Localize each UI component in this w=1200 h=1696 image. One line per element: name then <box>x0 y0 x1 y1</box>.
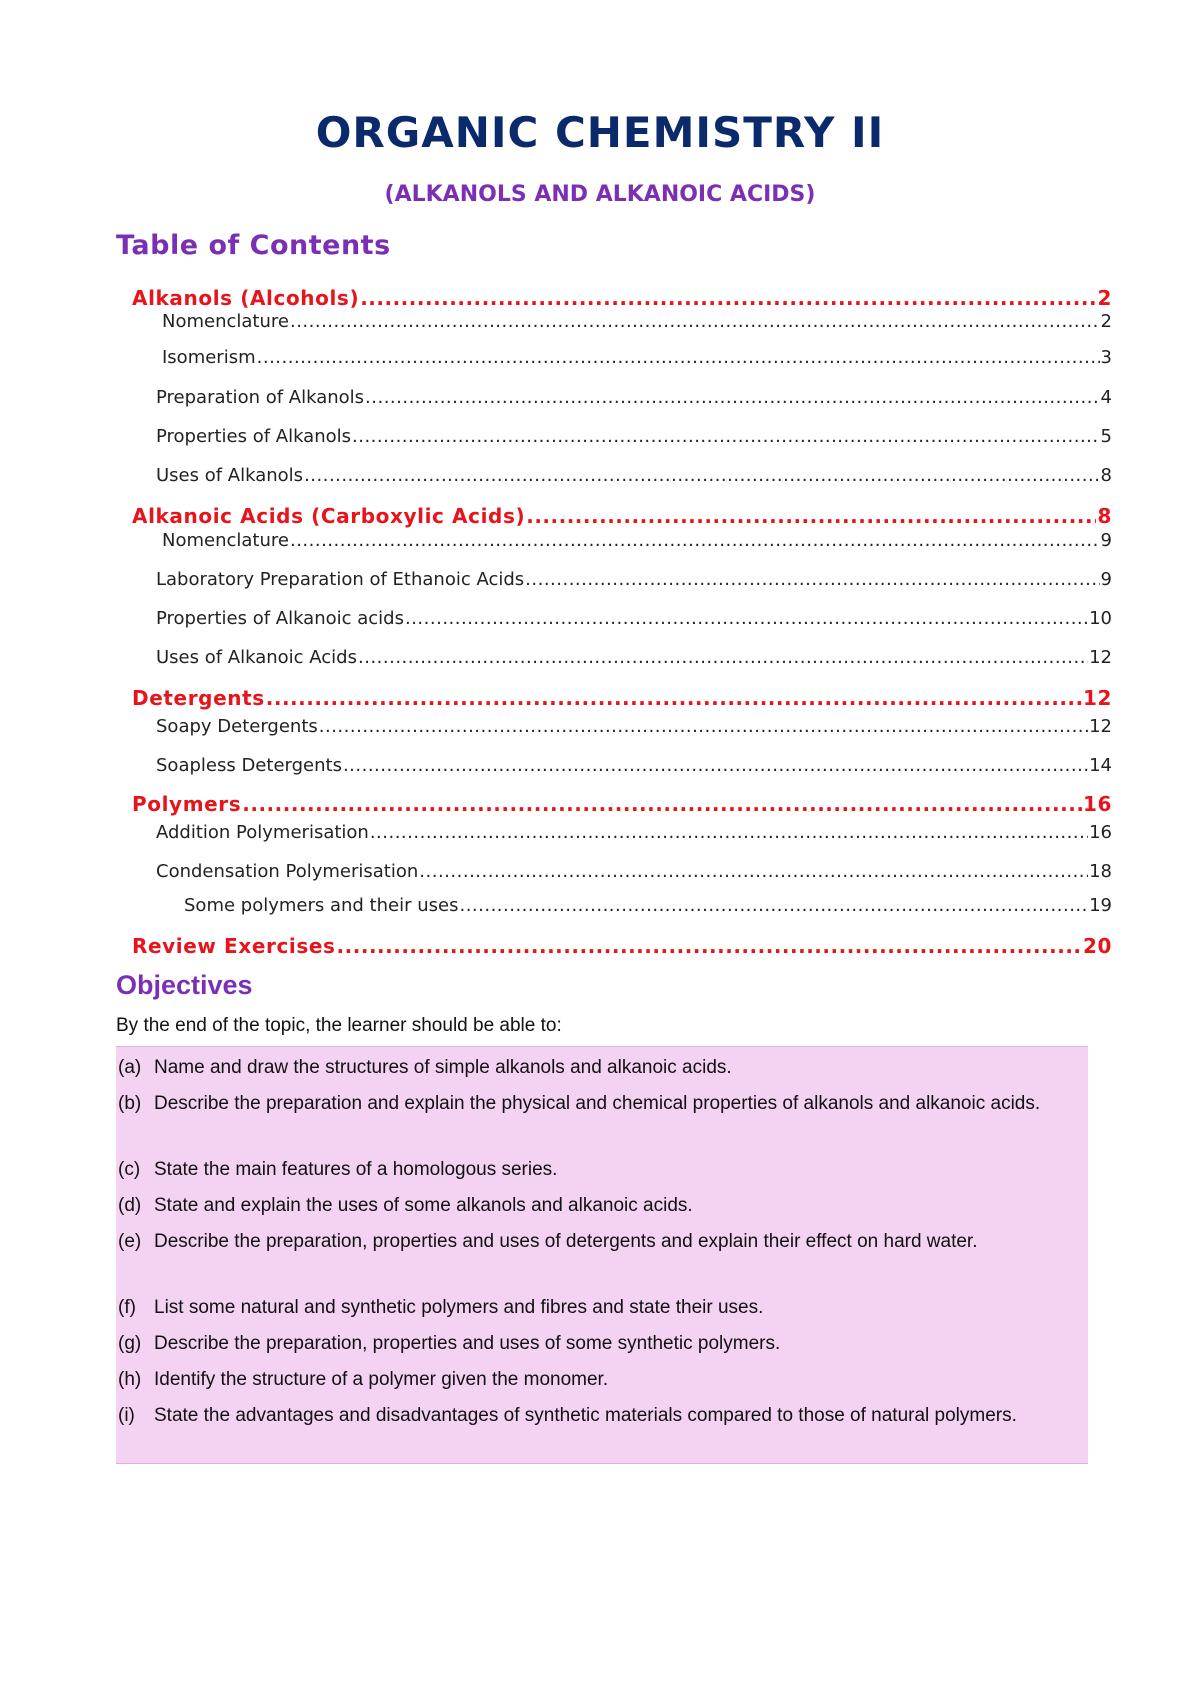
toc-entry-page: 5 <box>1100 426 1112 447</box>
toc-entry-nomenclature[interactable] <box>162 311 1112 332</box>
toc-entry-title: Polymers <box>132 792 242 816</box>
document-title: ORGANIC CHEMISTRY II <box>315 108 885 157</box>
toc-entry-title: Alkanols (Alcohols) <box>132 286 360 310</box>
toc-entry-page: 16 <box>1089 822 1112 843</box>
objective-item <box>116 1155 1088 1184</box>
toc-entry-soapy-detergents[interactable] <box>156 716 1112 737</box>
toc-entry-properties-alkanols[interactable] <box>156 426 1112 447</box>
toc-leader-dots <box>304 465 1099 486</box>
objective-label: (e) <box>118 1231 142 1252</box>
objective-item <box>116 1401 1088 1430</box>
toc-leader-dots <box>337 934 1082 958</box>
toc-leader-dots <box>419 861 1088 882</box>
toc-entry-title: Review Exercises <box>132 934 336 958</box>
objective-text: Describe the preparation, properties and uses of detergents and explain their effect on hard water. <box>154 1231 978 1252</box>
toc-entry-preparation-alkanols[interactable] <box>156 387 1112 408</box>
toc-entry-page: 16 <box>1082 792 1112 816</box>
objective-label: (h) <box>118 1369 142 1390</box>
toc-entry-page: 9 <box>1100 569 1112 590</box>
toc-entry-page: 8 <box>1097 504 1112 528</box>
objective-item <box>116 1191 1088 1220</box>
objective-item <box>116 1329 1088 1358</box>
toc-entry-page: 18 <box>1089 861 1112 882</box>
toc-entry-some-polymers-uses[interactable] <box>184 895 1112 916</box>
toc-entry-alkanoic-acids[interactable] <box>132 504 1112 528</box>
toc-leader-dots <box>459 895 1088 916</box>
toc-entry-page: 8 <box>1100 465 1112 486</box>
objective-text: Identify the structure of a polymer given the monomer. <box>154 1369 609 1390</box>
toc-entry-lab-preparation-ethanoic[interactable] <box>156 569 1112 590</box>
toc-entry-page: 4 <box>1100 387 1112 408</box>
toc-entry-title: Alkanoic Acids (Carboxylic Acids) <box>132 504 526 528</box>
toc-leader-dots <box>370 822 1088 843</box>
toc-leader-dots <box>358 647 1088 668</box>
toc-entry-uses-alkanols[interactable] <box>156 465 1112 486</box>
toc-leader-dots <box>526 504 1096 528</box>
toc-leader-dots <box>365 387 1100 408</box>
toc-entry-page: 3 <box>1100 347 1112 368</box>
toc-leader-dots <box>352 426 1100 447</box>
objective-text: State the advantages and disadvantages of synthetic materials compared to those of natural polymers. <box>154 1405 1017 1426</box>
toc-entry-page: 14 <box>1089 755 1112 776</box>
toc-leader-dots <box>257 347 1100 368</box>
toc-leader-dots <box>360 286 1096 310</box>
toc-entry-addition-polymerisation[interactable] <box>156 822 1112 843</box>
toc-entry-page: 2 <box>1100 311 1112 332</box>
toc-leader-dots <box>290 311 1100 332</box>
toc-entry-title: Soapless Detergents <box>156 755 342 776</box>
objective-item <box>116 1053 1088 1082</box>
toc-leader-dots <box>405 608 1088 629</box>
toc-entry-page: 19 <box>1089 895 1112 916</box>
toc-leader-dots <box>290 530 1100 551</box>
objective-label: (i) <box>118 1405 135 1426</box>
toc-entry-title: Uses of Alkanols <box>156 465 304 486</box>
objective-label: (a) <box>118 1057 142 1078</box>
toc-entry-title: Detergents <box>132 686 265 710</box>
toc-entry-title: Preparation of Alkanols <box>156 387 365 408</box>
objective-text: Name and draw the structures of simple alkanols and alkanoic acids. <box>154 1057 732 1078</box>
toc-entry-page: 20 <box>1082 934 1112 958</box>
objective-label: (g) <box>118 1333 142 1354</box>
toc-entry-title: Uses of Alkanoic Acids <box>156 647 357 668</box>
objective-item <box>116 1365 1088 1394</box>
objective-label: (c) <box>118 1159 141 1180</box>
objectives-heading: Objectives <box>116 970 253 1000</box>
toc-entry-title: Some polymers and their uses <box>184 895 459 916</box>
toc-entry-title: Nomenclature <box>162 311 289 332</box>
toc-entry-review-exercises[interactable] <box>132 934 1112 958</box>
toc-entry-detergents[interactable] <box>132 686 1112 710</box>
toc-entry-page: 10 <box>1089 608 1112 629</box>
toc-entry-soapless-detergents[interactable] <box>156 755 1112 776</box>
toc-heading: Table of Contents <box>116 230 391 261</box>
objective-label: (f) <box>118 1297 136 1318</box>
toc-entry-title: Properties of Alkanoic acids <box>156 608 404 629</box>
toc-entry-title: Soapy Detergents <box>156 716 318 737</box>
toc-entry-title: Isomerism <box>162 347 256 368</box>
objective-text: Describe the preparation and explain the physical and chemical properties of alkanols and alkanoic acids. <box>154 1093 1041 1114</box>
toc-entry-uses-acids[interactable] <box>156 647 1112 668</box>
toc-entry-title: Properties of Alkanols <box>156 426 352 447</box>
toc-entry-condensation-polymerisation[interactable] <box>156 861 1112 882</box>
toc-entry-properties-acids[interactable] <box>156 608 1112 629</box>
objective-item <box>116 1227 1088 1256</box>
toc-leader-dots <box>343 755 1088 776</box>
document-subtitle: (ALKANOLS AND ALKANOIC ACIDS) <box>384 182 816 207</box>
objective-item <box>116 1293 1088 1322</box>
toc-entry-nomenclature-acids[interactable] <box>162 530 1112 551</box>
toc-entry-page: 2 <box>1097 286 1112 310</box>
toc-leader-dots <box>525 569 1099 590</box>
objective-item <box>116 1089 1088 1118</box>
objective-text: State and explain the uses of some alkanols and alkanoic acids. <box>154 1195 693 1216</box>
toc-entry-alkanols[interactable] <box>132 286 1112 310</box>
toc-leader-dots <box>242 792 1082 816</box>
objective-text: State the main features of a homologous series. <box>154 1159 558 1180</box>
toc-leader-dots <box>266 686 1082 710</box>
toc-entry-page: 12 <box>1089 647 1112 668</box>
toc-entry-polymers[interactable] <box>132 792 1112 816</box>
toc-entry-isomerism[interactable] <box>162 347 1112 368</box>
toc-entry-title: Nomenclature <box>162 530 289 551</box>
toc-entry-page: 12 <box>1082 686 1112 710</box>
toc-entry-page: 9 <box>1100 530 1112 551</box>
objective-label: (d) <box>118 1195 142 1216</box>
objective-label: (b) <box>118 1093 142 1114</box>
objective-text: List some natural and synthetic polymers and fibres and state their uses. <box>154 1297 764 1318</box>
toc-entry-title: Addition Polymerisation <box>156 822 369 843</box>
objectives-box <box>116 1046 1088 1464</box>
objective-text: Describe the preparation, properties and uses of some synthetic polymers. <box>154 1333 781 1354</box>
toc-entry-page: 12 <box>1089 716 1112 737</box>
toc-leader-dots <box>319 716 1088 737</box>
toc-entry-title: Laboratory Preparation of Ethanoic Acids <box>156 569 525 590</box>
objectives-intro: By the end of the topic, the learner should be able to: <box>116 1015 562 1036</box>
toc-entry-title: Condensation Polymerisation <box>156 861 419 882</box>
